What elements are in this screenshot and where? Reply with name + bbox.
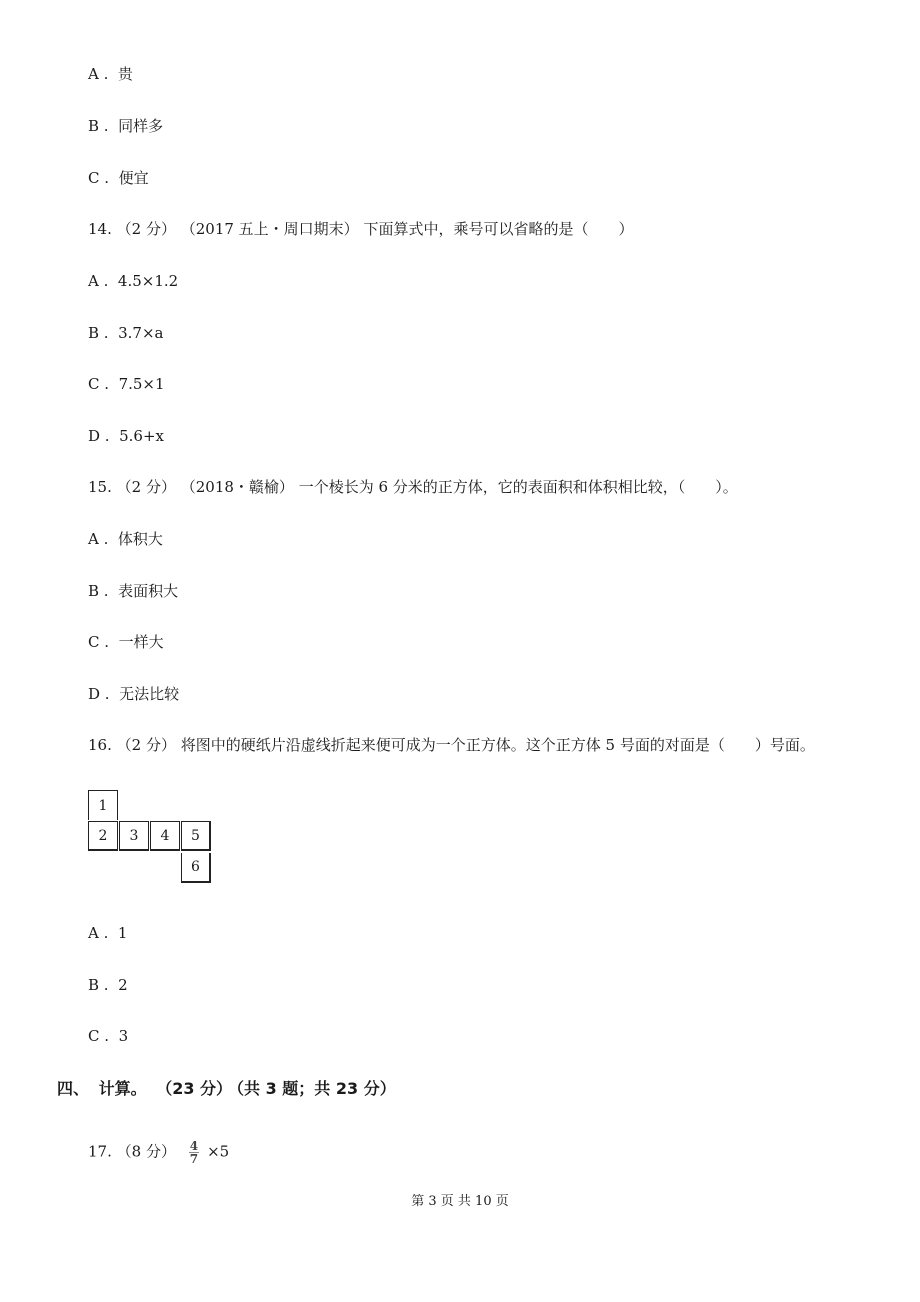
fraction: $\frac{4}{7}$	[189, 1139, 199, 1166]
q15-stem: 15. （2 分） （2018・赣榆） 一个棱长为 6 分米的正方体，它的表面积和体积相比较，（ ）。	[88, 478, 738, 496]
q14-option-d: D . 5.6+x	[88, 427, 164, 445]
q13-option-a: A . 贵	[88, 65, 133, 83]
q16-option-b: B . 2	[88, 976, 128, 994]
net-face-5: 5	[181, 821, 211, 851]
net-face-1: 1	[88, 790, 118, 820]
q14-stem: 14. （2 分） （2017 五上・周口期末） 下面算式中，乘号可以省略的是（ ）	[88, 220, 634, 238]
q13-option-c: C . 便宜	[88, 169, 149, 187]
q15-option-b: B . 表面积大	[88, 582, 179, 600]
q16-option-a: A . 1	[88, 924, 128, 942]
q16-option-c: C . 3	[88, 1027, 129, 1045]
net-face-2: 2	[88, 821, 118, 851]
section-heading: 四、 计算。 （23 分） （共 3 题；共 23 分）	[57, 1079, 396, 1098]
net-face-3: 3	[119, 821, 149, 851]
q13-option-b: B . 同样多	[88, 117, 164, 135]
q15-option-c: C . 一样大	[88, 633, 164, 651]
net-face-4: 4	[150, 821, 180, 851]
q14-option-c: C . 7.5×1	[88, 375, 165, 393]
cube-net-figure	[88, 790, 218, 890]
net-face-6: 6	[181, 853, 211, 883]
q14-option-b: B . 3.7×a	[88, 324, 164, 342]
page-footer: 第 3 页 共 10 页	[411, 1194, 509, 1209]
q17-stem: 17. （8 分） $\frac{4}{7}$ ×5	[88, 1139, 230, 1166]
q15-option-d: D . 无法比较	[88, 685, 180, 703]
q16-stem: 16. （2 分） 将图中的硬纸片沿虚线折起来便可成为一个正方体。这个正方体 5 号面的对面是（ ）号面。	[88, 736, 815, 754]
q14-option-a: A . 4.5×1.2	[88, 272, 179, 290]
q15-option-a: A . 体积大	[88, 530, 163, 548]
